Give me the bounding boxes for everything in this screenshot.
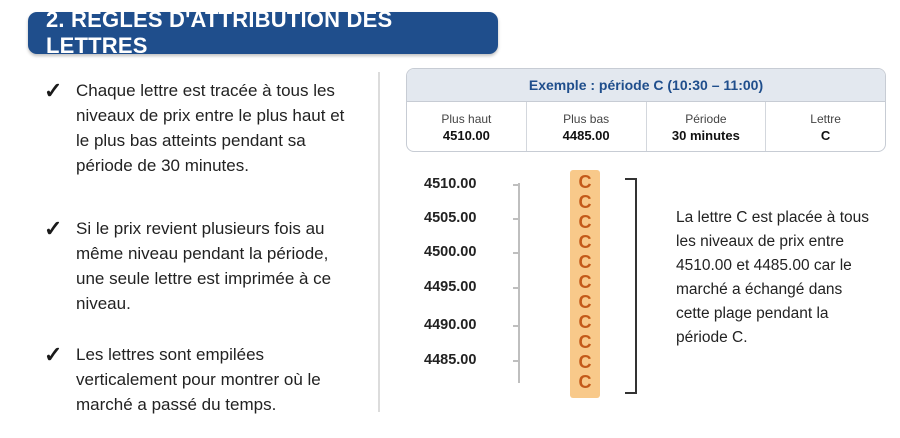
cell-value: 4510.00: [442, 127, 490, 143]
example-row: [407, 102, 885, 152]
range-bracket: [625, 178, 637, 394]
tpo-letter: C: [578, 372, 592, 392]
section-title-banner: [28, 7, 498, 58]
tpo-letter: C: [578, 172, 592, 192]
rule-text: Chaque lettre est tracée à tous les niveaux de prix entre le plus haut et le plus bas atteints pendant sa période de 30 minutes.: [76, 81, 345, 175]
price-level: 4505.00: [424, 210, 477, 226]
checkmark-icon: ✓: [44, 342, 63, 367]
rule-item: [44, 78, 361, 178]
cell-value: 4485.00: [562, 127, 610, 143]
tpo-letter: C: [578, 352, 592, 372]
checkmark-icon: ✓: [44, 216, 63, 241]
cell-label: Plus bas: [563, 111, 610, 126]
column-divider: [378, 72, 380, 412]
tpo-letter: C: [578, 292, 592, 312]
example-cell-period: [647, 102, 767, 152]
tpo-letter: C: [578, 252, 592, 272]
example-table: [406, 68, 886, 152]
example-cell-high: [407, 102, 527, 152]
axis-tick: [513, 218, 520, 220]
checkmark-icon: ✓: [44, 78, 63, 103]
tpo-letter: C: [578, 232, 592, 252]
price-level: 4500.00: [424, 244, 477, 260]
axis-tick: [513, 360, 520, 362]
cell-value: 30 minutes: [671, 127, 740, 143]
example-cell-letter: [766, 102, 885, 152]
example-header: Exemple : période C (10:30 – 11:00): [407, 69, 885, 102]
price-level: 4490.00: [424, 317, 477, 333]
rule-item: [44, 342, 361, 417]
tpo-letter: C: [578, 332, 592, 352]
tpo-letter: C: [578, 212, 592, 232]
cell-value: C: [820, 127, 831, 143]
tpo-letter: C: [578, 272, 592, 292]
axis-tick: [513, 287, 520, 289]
rule-item: [44, 216, 361, 316]
rule-text: Si le prix revient plusieurs fois au même niveau pendant la période, une seule lettre est imprimée à ce niveau.: [76, 219, 332, 313]
cell-label: Lettre: [810, 111, 841, 126]
tpo-letter: C: [578, 312, 592, 332]
axis-tick: [513, 325, 520, 327]
price-level: 4495.00: [424, 279, 477, 295]
rule-text: Les lettres sont empilées verticalement pour montrer où le marché a passé du temps.: [76, 345, 321, 414]
tpo-letter: C: [578, 192, 592, 212]
price-level: 4485.00: [424, 352, 477, 368]
price-level: 4510.00: [424, 176, 477, 192]
section-title: 2. RÈGLES D'ATTRIBUTION DES LETTRES: [46, 7, 393, 58]
example-cell-low: [527, 102, 647, 152]
axis-tick: [513, 184, 520, 186]
cell-label: Plus haut: [441, 111, 492, 126]
price-axis: [518, 183, 520, 383]
cell-label: Période: [685, 111, 727, 126]
explanation-text: La lettre C est placée à tous les niveaux de prix entre 4510.00 et 4485.00 car le marché a échangé dans cette plage pendant la période C.: [676, 209, 870, 346]
axis-tick: [513, 252, 520, 254]
